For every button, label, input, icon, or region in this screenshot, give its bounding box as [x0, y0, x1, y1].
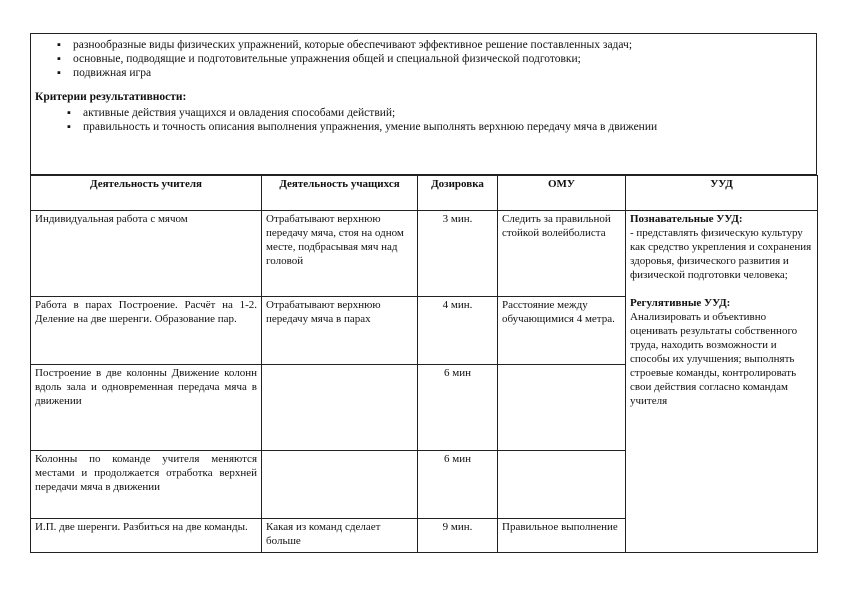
cell-dose: 6 мин [418, 365, 498, 451]
uud-cognitive-title: Познавательные УУД: [630, 213, 743, 225]
cell-teacher: Построение в две колонны Движение колонн вдоль зала и одновременная передача мяча в движении [31, 365, 262, 451]
cell-omu: Правильное выполнение [498, 519, 626, 553]
list-item: ▪ основные, подводящие и подготовительные упражнения общей и специальной физической подготовки; [73, 52, 632, 66]
list-item: ▪ разнообразные виды физических упражнений, которые обеспечивают эффективное решение поставленных задач; [73, 38, 632, 52]
cell-students: Какая из команд сделает больше [262, 519, 418, 553]
uud-regulative-title: Регулятивные УУД: [630, 297, 731, 309]
criteria-list [83, 106, 657, 134]
header-teacher: Деятельность учителя [31, 176, 262, 211]
cell-dose: 3 мин. [418, 211, 498, 297]
cell-students: Отрабатывают верхнюю передачу мяча, стоя на одном месте, подбрасывая мяч над головой [262, 211, 418, 297]
cell-uud [626, 211, 818, 553]
page [30, 33, 817, 553]
uud-regulative-text: Анализировать и объективно оценивать результаты собственного труда, находить возможности и способы их улучшения; выполнять строевые команды, контролировать свои действия согласно командам учителя [630, 311, 798, 407]
header-students: Деятельность учащихся [262, 176, 418, 211]
cell-dose: 9 мин. [418, 519, 498, 553]
cell-students [262, 451, 418, 519]
uud-cognitive-text: - представлять физическую культуру как средство укрепления и сохранения здоровья, физического развития и физической подготовки человека; [630, 227, 812, 281]
table-row [31, 211, 818, 297]
list-item: ▪ подвижная игра [73, 66, 632, 80]
criteria-heading: Критерии результативности: [35, 91, 187, 103]
cell-students: Отрабатывают верхнюю передачу мяча в парах [262, 297, 418, 365]
cell-dose: 4 мин. [418, 297, 498, 365]
cell-teacher: И.П. две шеренги. Разбиться на две команды. [31, 519, 262, 553]
cell-dose: 6 мин [418, 451, 498, 519]
cell-teacher: Работа в парах Построение. Расчёт на 1-2. Деление на две шеренги. Образование пар. [31, 297, 262, 365]
cell-omu [498, 451, 626, 519]
cell-students [262, 365, 418, 451]
cell-teacher: Колонны по команде учителя меняются местами и продолжается отработка верхней передачи мяча в движении [31, 451, 262, 519]
cell-omu [498, 365, 626, 451]
header-omu: ОМУ [498, 176, 626, 211]
lesson-table [30, 175, 818, 553]
header-uud: УУД [626, 176, 818, 211]
list-item: ▪ правильность и точность описания выполнения упражнения, умение выполнять верхнюю передачу мяча в движении [83, 120, 657, 134]
header-dose: Дозировка [418, 176, 498, 211]
list-item: ▪ активные действия учащихся и овладения способами действий; [83, 106, 657, 120]
cell-omu: Следить за правильной стойкой волейболиста [498, 211, 626, 297]
table-header-row [31, 176, 818, 211]
cell-omu: Расстояние между обучающимися 4 метра. [498, 297, 626, 365]
objectives-box [30, 33, 817, 175]
cell-teacher: Индивидуальная работа с мячом [31, 211, 262, 297]
methods-list [73, 38, 632, 80]
